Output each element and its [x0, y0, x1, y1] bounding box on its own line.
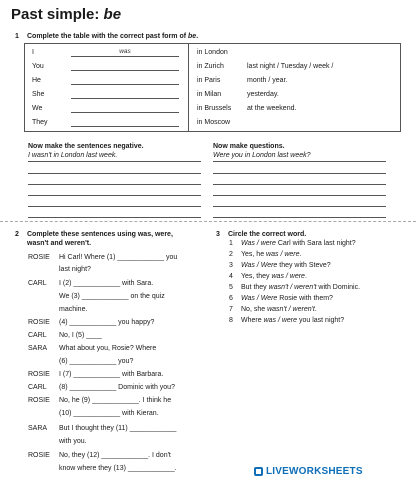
- word-choice[interactable]: was / were: [263, 317, 298, 324]
- word-choice[interactable]: Was / Were: [241, 262, 278, 269]
- exercise-1-heading-verb: be: [188, 33, 197, 40]
- item-number: 6: [229, 295, 233, 302]
- row-time: at the weekend.: [247, 105, 297, 112]
- answer-blank[interactable]: [71, 112, 179, 113]
- item-text-before: Yes, they: [241, 273, 272, 280]
- item-text-after: Carl with Sara last night?: [275, 240, 356, 247]
- dialogue-text[interactable]: No, they (12) ____________. I don't: [59, 452, 171, 459]
- question-answer-line-5[interactable]: [213, 217, 386, 218]
- exercise-2-heading: [15, 230, 173, 248]
- item-text-before: No, she: [241, 306, 268, 313]
- negative-answer-line-2[interactable]: [28, 184, 201, 185]
- item-text-after: .: [314, 306, 317, 313]
- item-text-after: they with Steve?: [277, 262, 331, 269]
- dialogue-text: with you.: [59, 438, 87, 445]
- circle-item: [229, 240, 356, 248]
- speaker-name: ROSIE: [28, 371, 50, 378]
- circle-item: [229, 251, 301, 259]
- word-choice[interactable]: Was / were: [241, 240, 276, 247]
- dialogue-text: last night?: [59, 266, 91, 273]
- row-place: in Moscow: [197, 119, 231, 126]
- row-time: yesterday.: [247, 91, 279, 98]
- question-example: Were you in London last week?: [213, 152, 386, 162]
- dialogue-text[interactable]: But I thought they (11) ____________: [59, 425, 177, 432]
- item-text-after: Rosie with them?: [277, 295, 333, 302]
- word-choice[interactable]: was / were: [271, 273, 305, 280]
- item-text-before: Where: [241, 317, 264, 324]
- circle-item: [229, 262, 331, 270]
- past-form-table: [24, 43, 401, 132]
- word-choice[interactable]: Was / Were: [241, 295, 278, 302]
- example-answer: was: [119, 48, 131, 55]
- exercise-1-number: 1: [15, 33, 19, 40]
- item-number: 3: [229, 262, 233, 269]
- dialogue-text[interactable]: (4) ____________ you happy?: [59, 319, 155, 326]
- speaker-name: CARL: [28, 332, 47, 339]
- item-text-after: .: [299, 251, 302, 258]
- title-prefix: Past simple:: [11, 6, 104, 23]
- item-number: 2: [229, 251, 233, 258]
- speaker-name: SARA: [28, 345, 48, 352]
- item-text-after: with Dominic.: [316, 284, 361, 291]
- row-pronoun: We: [32, 105, 43, 112]
- dialogue-text[interactable]: I (2) ____________ with Sara.: [59, 280, 154, 287]
- circle-item: [229, 284, 360, 292]
- answer-blank[interactable]: [71, 98, 179, 99]
- question-answer-line-3[interactable]: [213, 195, 386, 196]
- exercise-3-heading: [216, 230, 306, 239]
- question-answer-line-1[interactable]: [213, 173, 386, 174]
- dialogue-text[interactable]: No, he (9) ____________. I think he: [59, 397, 172, 404]
- speaker-name: ROSIE: [28, 319, 50, 326]
- negative-answer-line-1[interactable]: [28, 173, 201, 174]
- negative-answer-line-4[interactable]: [28, 206, 201, 207]
- question-answer-line-4[interactable]: [213, 206, 386, 207]
- exercise-2-number: 2: [15, 231, 19, 238]
- table-row: [25, 117, 400, 132]
- table-row: [25, 75, 400, 90]
- speaker-name: ROSIE: [28, 452, 50, 459]
- circle-item: [229, 273, 307, 281]
- question-answer-line-2[interactable]: [213, 184, 386, 185]
- liveworksheets-logo: [254, 466, 363, 477]
- negative-answer-line-3[interactable]: [28, 195, 201, 196]
- row-time: month / year.: [247, 77, 288, 84]
- item-number: 5: [229, 284, 233, 291]
- row-time: last night / Tuesday / week /: [247, 63, 334, 70]
- item-text-before: Yes, he: [241, 251, 267, 258]
- item-number: 1: [229, 240, 233, 247]
- dialogue-text[interactable]: No, I (5) ____: [59, 332, 102, 339]
- item-number: 8: [229, 317, 233, 324]
- row-place: in Zurich: [197, 63, 224, 70]
- item-text-after: .: [304, 273, 307, 280]
- dialogue-text: What about you, Rosie? Where: [59, 345, 157, 352]
- row-place: in London: [197, 49, 228, 56]
- row-place: in Paris: [197, 77, 221, 84]
- speaker-name: CARL: [28, 384, 47, 391]
- row-pronoun: You: [32, 63, 44, 70]
- dialogue-text: machine.: [59, 306, 88, 313]
- table-row: [25, 103, 400, 118]
- row-place: in Brussels: [197, 105, 232, 112]
- answer-blank[interactable]: [71, 70, 179, 71]
- exercise-1-heading: [15, 32, 198, 41]
- row-pronoun: He: [32, 77, 41, 84]
- table-row: [25, 61, 400, 76]
- speaker-name: CARL: [28, 280, 47, 287]
- speaker-name: ROSIE: [28, 254, 50, 261]
- row-pronoun: She: [32, 91, 45, 98]
- dialogue-text[interactable]: (6) ____________ you?: [59, 358, 134, 365]
- answer-blank[interactable]: [71, 84, 179, 85]
- row-pronoun: I: [32, 49, 34, 56]
- exercise-3-number: 3: [216, 231, 220, 238]
- dialogue-text[interactable]: (10) ____________ with Kieran.: [59, 410, 159, 417]
- page-title: [11, 6, 121, 23]
- word-choice[interactable]: was / were: [266, 251, 300, 258]
- negative-answer-line-5[interactable]: [28, 217, 201, 218]
- row-place: in Milan: [197, 91, 222, 98]
- table-row: [25, 47, 400, 62]
- dialogue-text[interactable]: (8) ____________ Dominic with you?: [59, 384, 175, 391]
- dialogue-text[interactable]: I (7) ____________ with Barbara.: [59, 371, 164, 378]
- exercise-3-heading-text: Circle the correct word.: [228, 231, 307, 238]
- logo-icon: [254, 467, 263, 476]
- circle-item: [229, 306, 317, 314]
- negative-heading: Now make the sentences negative.: [28, 143, 144, 150]
- exercise-2-heading-line-1: Complete these sentences using was, were,: [27, 231, 173, 238]
- item-number: 7: [229, 306, 233, 313]
- speaker-name: ROSIE: [28, 397, 50, 404]
- answer-blank[interactable]: [71, 48, 179, 57]
- circle-item: [229, 295, 333, 303]
- row-pronoun: They: [32, 119, 48, 126]
- item-number: 4: [229, 273, 233, 280]
- dialogue-text[interactable]: Hi Carl! Where (1) ____________ you: [59, 254, 178, 261]
- exercise-1-heading-suffix: .: [196, 33, 199, 40]
- word-choice[interactable]: wasn't / weren't: [267, 306, 315, 313]
- section-divider: [0, 221, 416, 222]
- exercise-2-heading-line-2: wasn't and weren't.: [27, 240, 92, 247]
- word-choice[interactable]: wasn't / weren't: [268, 284, 317, 291]
- exercise-1-heading-text: Complete the table with the correct past form of: [27, 33, 189, 40]
- item-text-after: you last night?: [297, 317, 345, 324]
- title-verb: be: [103, 6, 122, 23]
- table-row: [25, 89, 400, 104]
- circle-item: [229, 317, 344, 325]
- dialogue-text[interactable]: We (3) ____________ on the quiz: [59, 293, 165, 300]
- speaker-name: SARA: [28, 425, 48, 432]
- logo-text: LIVEWORKSHEETS: [266, 466, 363, 477]
- question-heading: Now make questions.: [213, 143, 285, 150]
- negative-example: I wasn't in London last week.: [28, 152, 201, 162]
- dialogue-text[interactable]: know where they (13) ____________.: [59, 465, 177, 472]
- answer-blank[interactable]: [71, 126, 179, 127]
- item-text-before: But they: [241, 284, 269, 291]
